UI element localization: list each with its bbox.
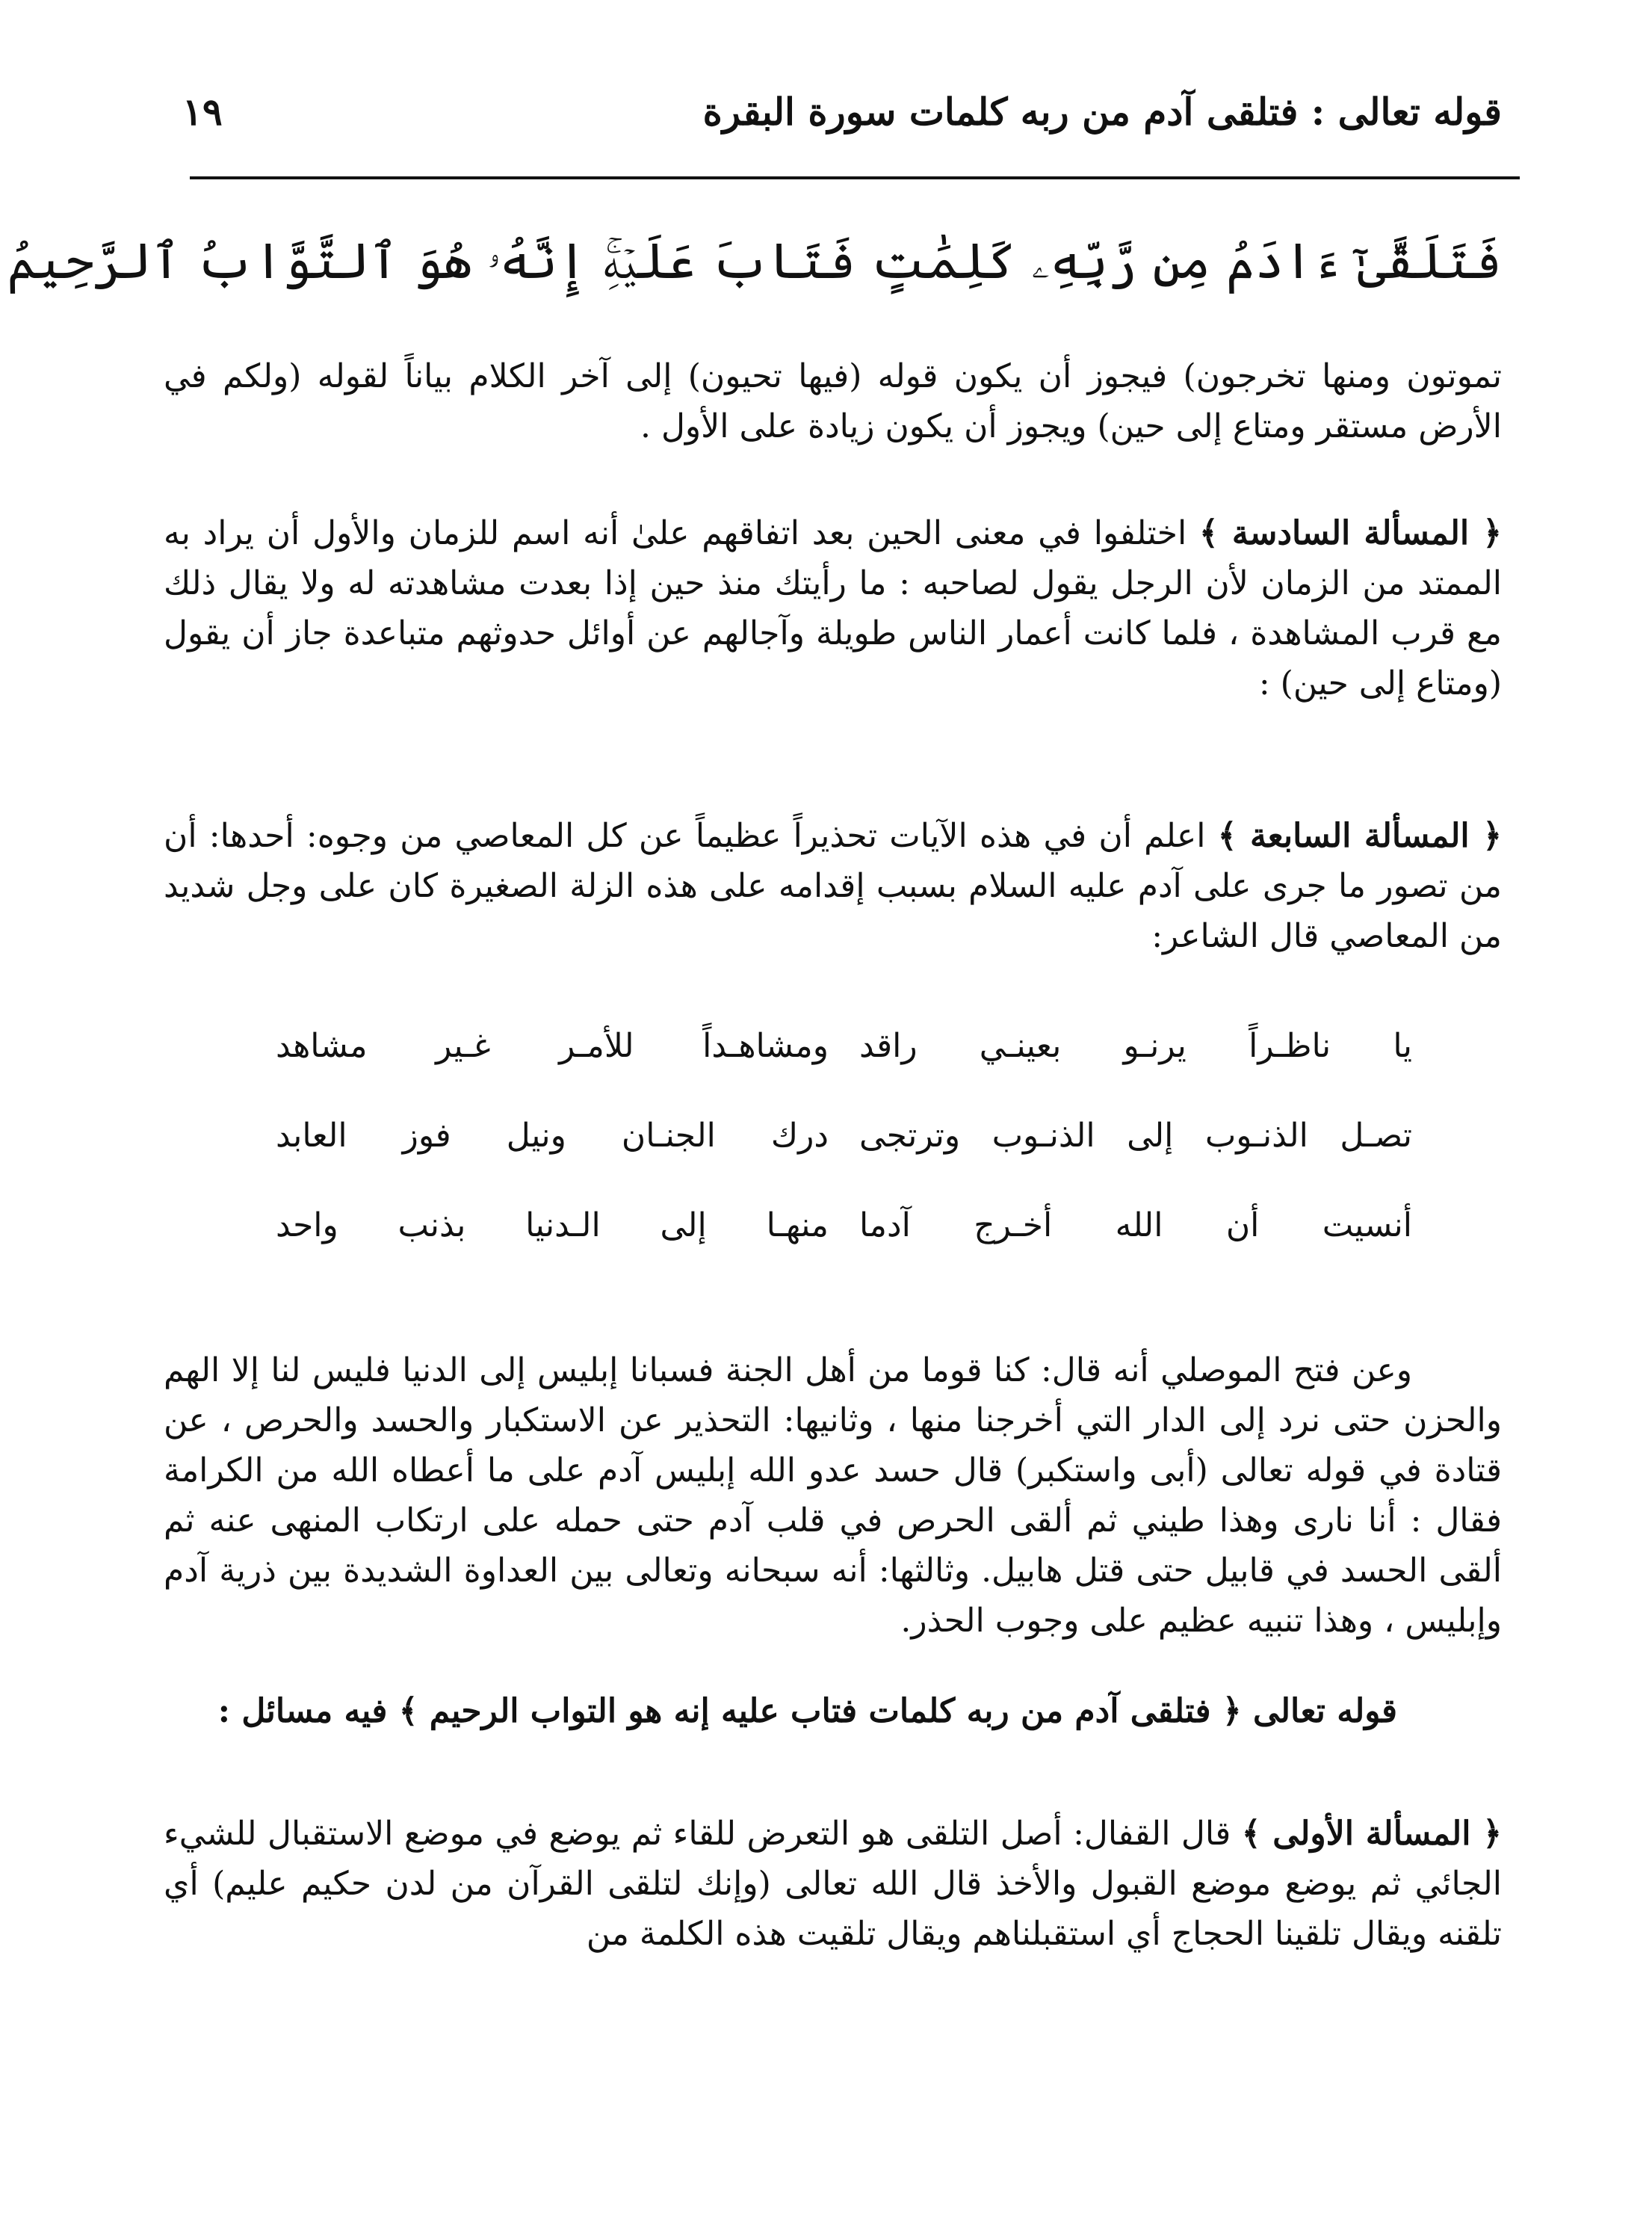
paragraph-3 <box>164 811 1503 961</box>
quran-verse <box>7 209 1503 314</box>
verse-text: فَتَلَقَّىٰٓ ءَادَمُ مِن رَّبِّهِۦ كَلِمَٰتٍ فَتَابَ عَلَيۡهِۚ إِنَّهُۥ هُوَ ٱلتَّوَّابُ ٱلرَّحِيمُ <box>7 232 1503 290</box>
section-label: ﴿ المسألة الأولى ﴾ <box>1242 1815 1503 1853</box>
poem-verse <box>276 1110 1413 1162</box>
header-title: قوله تعالى : فتلقى آدم من ربه كلمات سورة البقرة <box>703 90 1503 134</box>
poem-hemistich-first: يا ناظـراً يرنـو بعينـي راقد <box>860 1027 1413 1065</box>
paragraph-text: اعلم أن في هذه الآيات تحذيراً عظيماً عن كل المعاصي من وجوه: أحدها: أن من تصور ما جرى على آدم عليه السلام بسبب إقدامه على هذه الزلة الصغيرة كان على وجل شديد من المعاصي قال الشاعر: <box>164 817 1503 955</box>
poem-verse <box>276 1020 1413 1072</box>
section-heading: قوله تعالى ﴿ فتلقى آدم من ربه كلمات فتاب عليه إنه هو التواب الرحيم ﴾ فيه مسائل : <box>218 1692 1398 1730</box>
poem-verse <box>276 1200 1413 1252</box>
running-header <box>183 90 1503 149</box>
paragraph-1: تموتون ومنها تخرجون) فيجوز أن يكون قوله (فيها تحيون) إلى آخر الكلام بياناً لقوله (ولكم في الأرض مستقر ومتاع إلى حين) ويجوز أن يكون زيادة على الأول . <box>164 357 1503 445</box>
poem-hemistich-second: ومشاهـداً للأمـر غـير مشاهد <box>276 1027 829 1065</box>
paragraph-5 <box>164 1809 1503 1959</box>
poem <box>276 1020 1413 1282</box>
poem-hemistich-first: أنسيت أن الله أخـرج آدما <box>860 1206 1413 1244</box>
section-label: ﴿ المسألة السادسة ﴾ <box>1200 514 1503 552</box>
paragraph-text: اختلفوا في معنى الحين بعد اتفاقهم علىٰ أنه اسم للزمان والأول أن يراد به الممتد من الزمان لأن الرجل يقول لصاحبه : ما رأيتك منذ حين إذا بعدت مشاهدته له ولا يقال ذلك مع قرب المشاهدة ، فلما كانت أعمار الناس طويلة وآجالهم عن أوائل حدوثهم متباعدة جاز أن يقول (ومتاع إلى حين) : <box>164 514 1503 703</box>
paragraph-text: قال القفال: أصل التلقى هو التعرض للقاء ثم يوضع في موضع الاستقبال للشيء الجائي ثم يوضع موضع القبول والأخذ قال الله تعالى (وإنك لتلقى القرآن من لدن حكيم عليم) أي تلقنه ويقال تلقينا الحجاج أي استقبلناهم ويقال تلقيت هذه الكلمة من <box>164 1815 1503 1953</box>
paragraph-2 <box>164 508 1503 709</box>
poem-hemistich-second: درك الجنـان ونيل فوز العابد <box>276 1117 829 1155</box>
section-label: ﴿ المسألة السابعة ﴾ <box>1218 817 1503 855</box>
page-number: ١٩ <box>183 90 223 134</box>
poem-hemistich-second: منهـا إلى الـدنيا بذنب واحد <box>276 1206 829 1244</box>
poem-hemistich-first: تصـل الذنـوب إلى الذنـوب وترتجى <box>860 1117 1413 1155</box>
paragraph-4: وعن فتح الموصلي أنه قال: كنا قوما من أهل الجنة فسبانا إبليس إلى الدنيا فليس لنا إلا الهم والحزن حتى نرد إلى الدار التي أخرجنا منها ، وثانيها: التحذير عن الاستكبار والحسد والحرص ، عن قتادة في قوله تعالى (أبى واستكبر) قال حسد عدو الله إبليس آدم على ما أعطاه الله من الكرامة فقال : أنا نارى وهذا طيني ثم ألقى الحرص في قلب آدم حتى حمله على ارتكاب المنهى عنه ثم ألقى الحسد في قابيل حتى قتل هابيل. وثالثها: أنه سبحانه وتعالى بين العداوة الشديدة بين ذرية آدم وإبليس ، وهذا تنبيه عظيم على وجوب الحذر. <box>164 1351 1503 1640</box>
header-rule <box>191 176 1520 179</box>
